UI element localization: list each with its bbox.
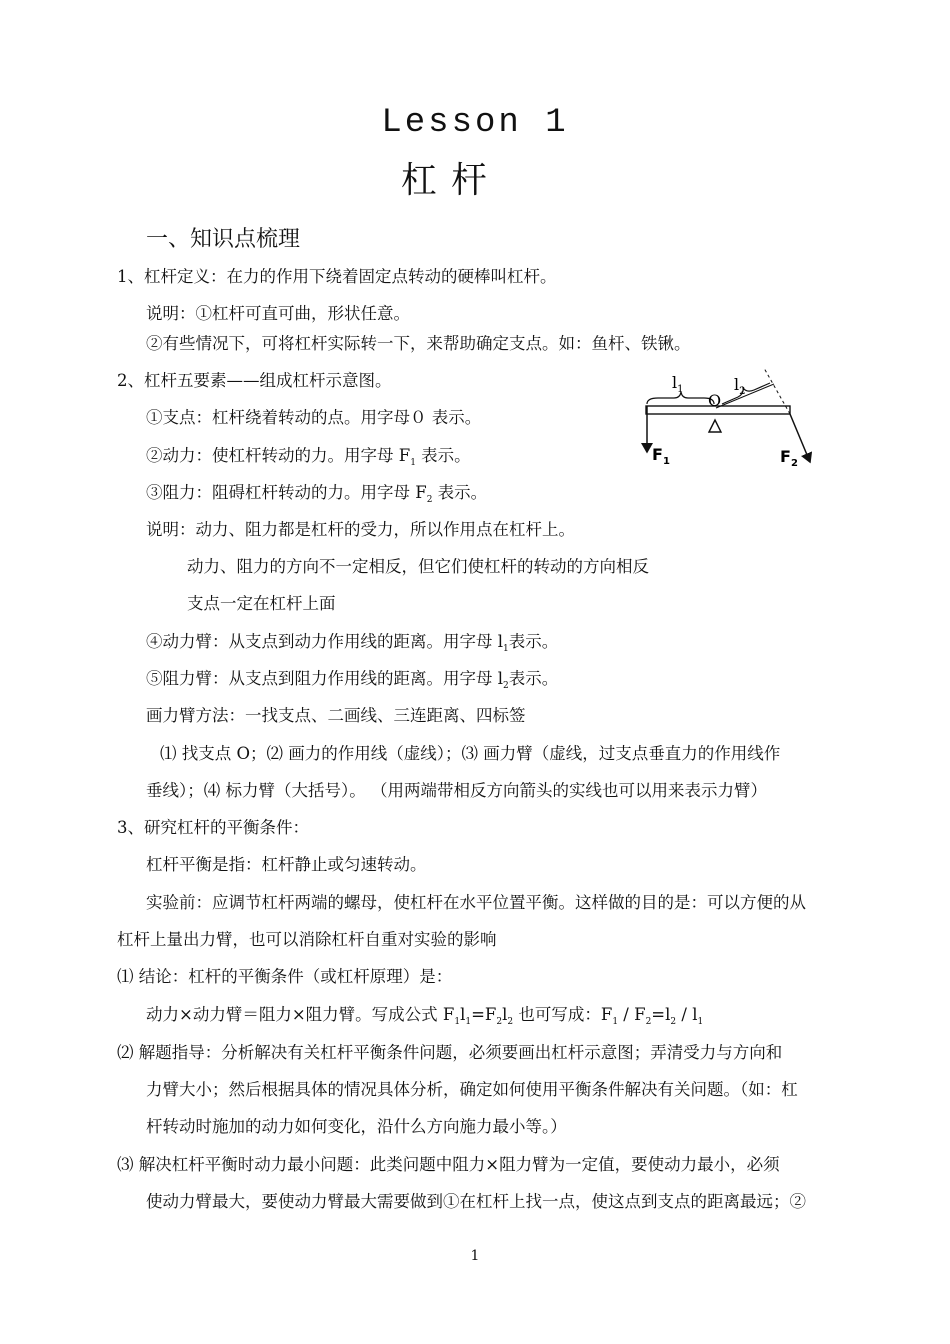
note-line: ②有些情况下，可将杠杆实际转一下，来帮助确定支点。如：鱼杆、铁锹。 [146, 334, 691, 353]
note-line: 支点一定在杠杆上面 [187, 594, 336, 613]
l2-label: $l_2$ [734, 375, 746, 397]
l2-brace [722, 383, 770, 404]
method-steps-line: 垂线）；⑷ 标力臂（大括号）。 （用两端带相反方向箭头的实线也可以用来表示力臂） [146, 781, 767, 800]
elements-heading: 2、杠杆五要素——组成杠杆示意图。 [117, 371, 392, 390]
resistance-line: ③阻力：阻碍杠杆转动的力。用字母 $F_2$ 表示。 [146, 483, 488, 505]
guidance-line: ⑵ 解题指导：分析解决有关杠杆平衡条件问题，必须要画出杠杆示意图；弄清受力与方向和 [117, 1043, 783, 1062]
section-heading: 一、知识点梳理 [146, 227, 301, 252]
lever-diagram [630, 368, 826, 480]
guidance-line: 力臂大小；然后根据具体的情况具体分析，确定如何使用平衡条件解决有关问题。（如：杠 [146, 1080, 798, 1099]
effort-line: ②动力：使杠杆转动的力。用字母 $F_1$ 表示。 [146, 446, 471, 468]
experiment-line: 杠杆上量出力臂，也可以消除杠杆自重对实验的影响 [117, 930, 497, 949]
lesson-title: Lesson 1 [381, 104, 569, 142]
note-line: 说明：动力、阻力都是杠杆的受力，所以作用点在杠杆上。 [146, 520, 575, 539]
note-line: 说明：①杠杆可直可曲，形状任意。 [146, 304, 410, 323]
resistance-arm-line: ⑤阻力臂：从支点到阻力作用线的距离。用字母 $l_2$表示。 [146, 669, 559, 691]
f2-action-line [764, 368, 790, 414]
method-steps-line: ⑴ 找支点 O；⑵ 画力的作用线（虚线）；⑶ 画力臂（虚线，过支点垂直力的作用线作 [160, 744, 781, 763]
page-number: 1 [470, 1248, 480, 1264]
f2-arrow [790, 414, 810, 462]
fulcrum-triangle [709, 420, 721, 432]
f2-label: $F_2$ [780, 447, 798, 469]
experiment-line: 实验前：应调节杠杆两端的螺母，使杠杆在水平位置平衡。这样做的目的是：可以方便的从 [146, 893, 806, 912]
conclusion-line: ⑴ 结论：杠杆的平衡条件（或杠杆原理）是： [117, 967, 453, 986]
fulcrum-line: ①支点：杠杆绕着转动的点。用字母０ 表示。 [146, 408, 482, 427]
fulcrum-label: O [708, 391, 722, 410]
f1-label: $F_1$ [652, 445, 670, 467]
balance-definition: 杠杆平衡是指：杠杆静止或匀速转动。 [146, 855, 427, 874]
topic-title: 杠杆 [400, 160, 501, 201]
effort-arm-line: ④动力臂：从支点到动力作用线的距离。用字母 $l_1$表示。 [146, 632, 559, 654]
balance-heading: 3、研究杠杆的平衡条件： [117, 818, 309, 837]
formula-line: 动力×动力臂＝阻力×阻力臂。写成公式 $F_1l_1=F_2l_2$ 也可写成：$F_1 / F_2=l_2 / l_1$ [146, 1005, 704, 1027]
definition-line: 1、杠杆定义：在力的作用下绕着固定点转动的硬棒叫杠杆。 [117, 267, 557, 286]
min-force-line: ⑶ 解决杠杆平衡时动力最小问题：此类问题中阻力×阻力臂为一定值，要使动力最小，必须 [117, 1155, 780, 1174]
l1-label: $l_1$ [672, 373, 684, 395]
note-line: 动力、阻力的方向不一定相反，但它们使杠杆的转动的方向相反 [187, 557, 649, 576]
method-line: 画力臂方法：一找支点、二画线、三连距离、四标签 [146, 706, 526, 725]
guidance-line: 杆转动时施加的动力如何变化，沿什么方向施力最小等。） [146, 1117, 567, 1136]
min-force-line: 使动力臂最大，要使动力臂最大需要做到①在杠杆上找一点，使这点到支点的距离最远；② [146, 1192, 806, 1211]
